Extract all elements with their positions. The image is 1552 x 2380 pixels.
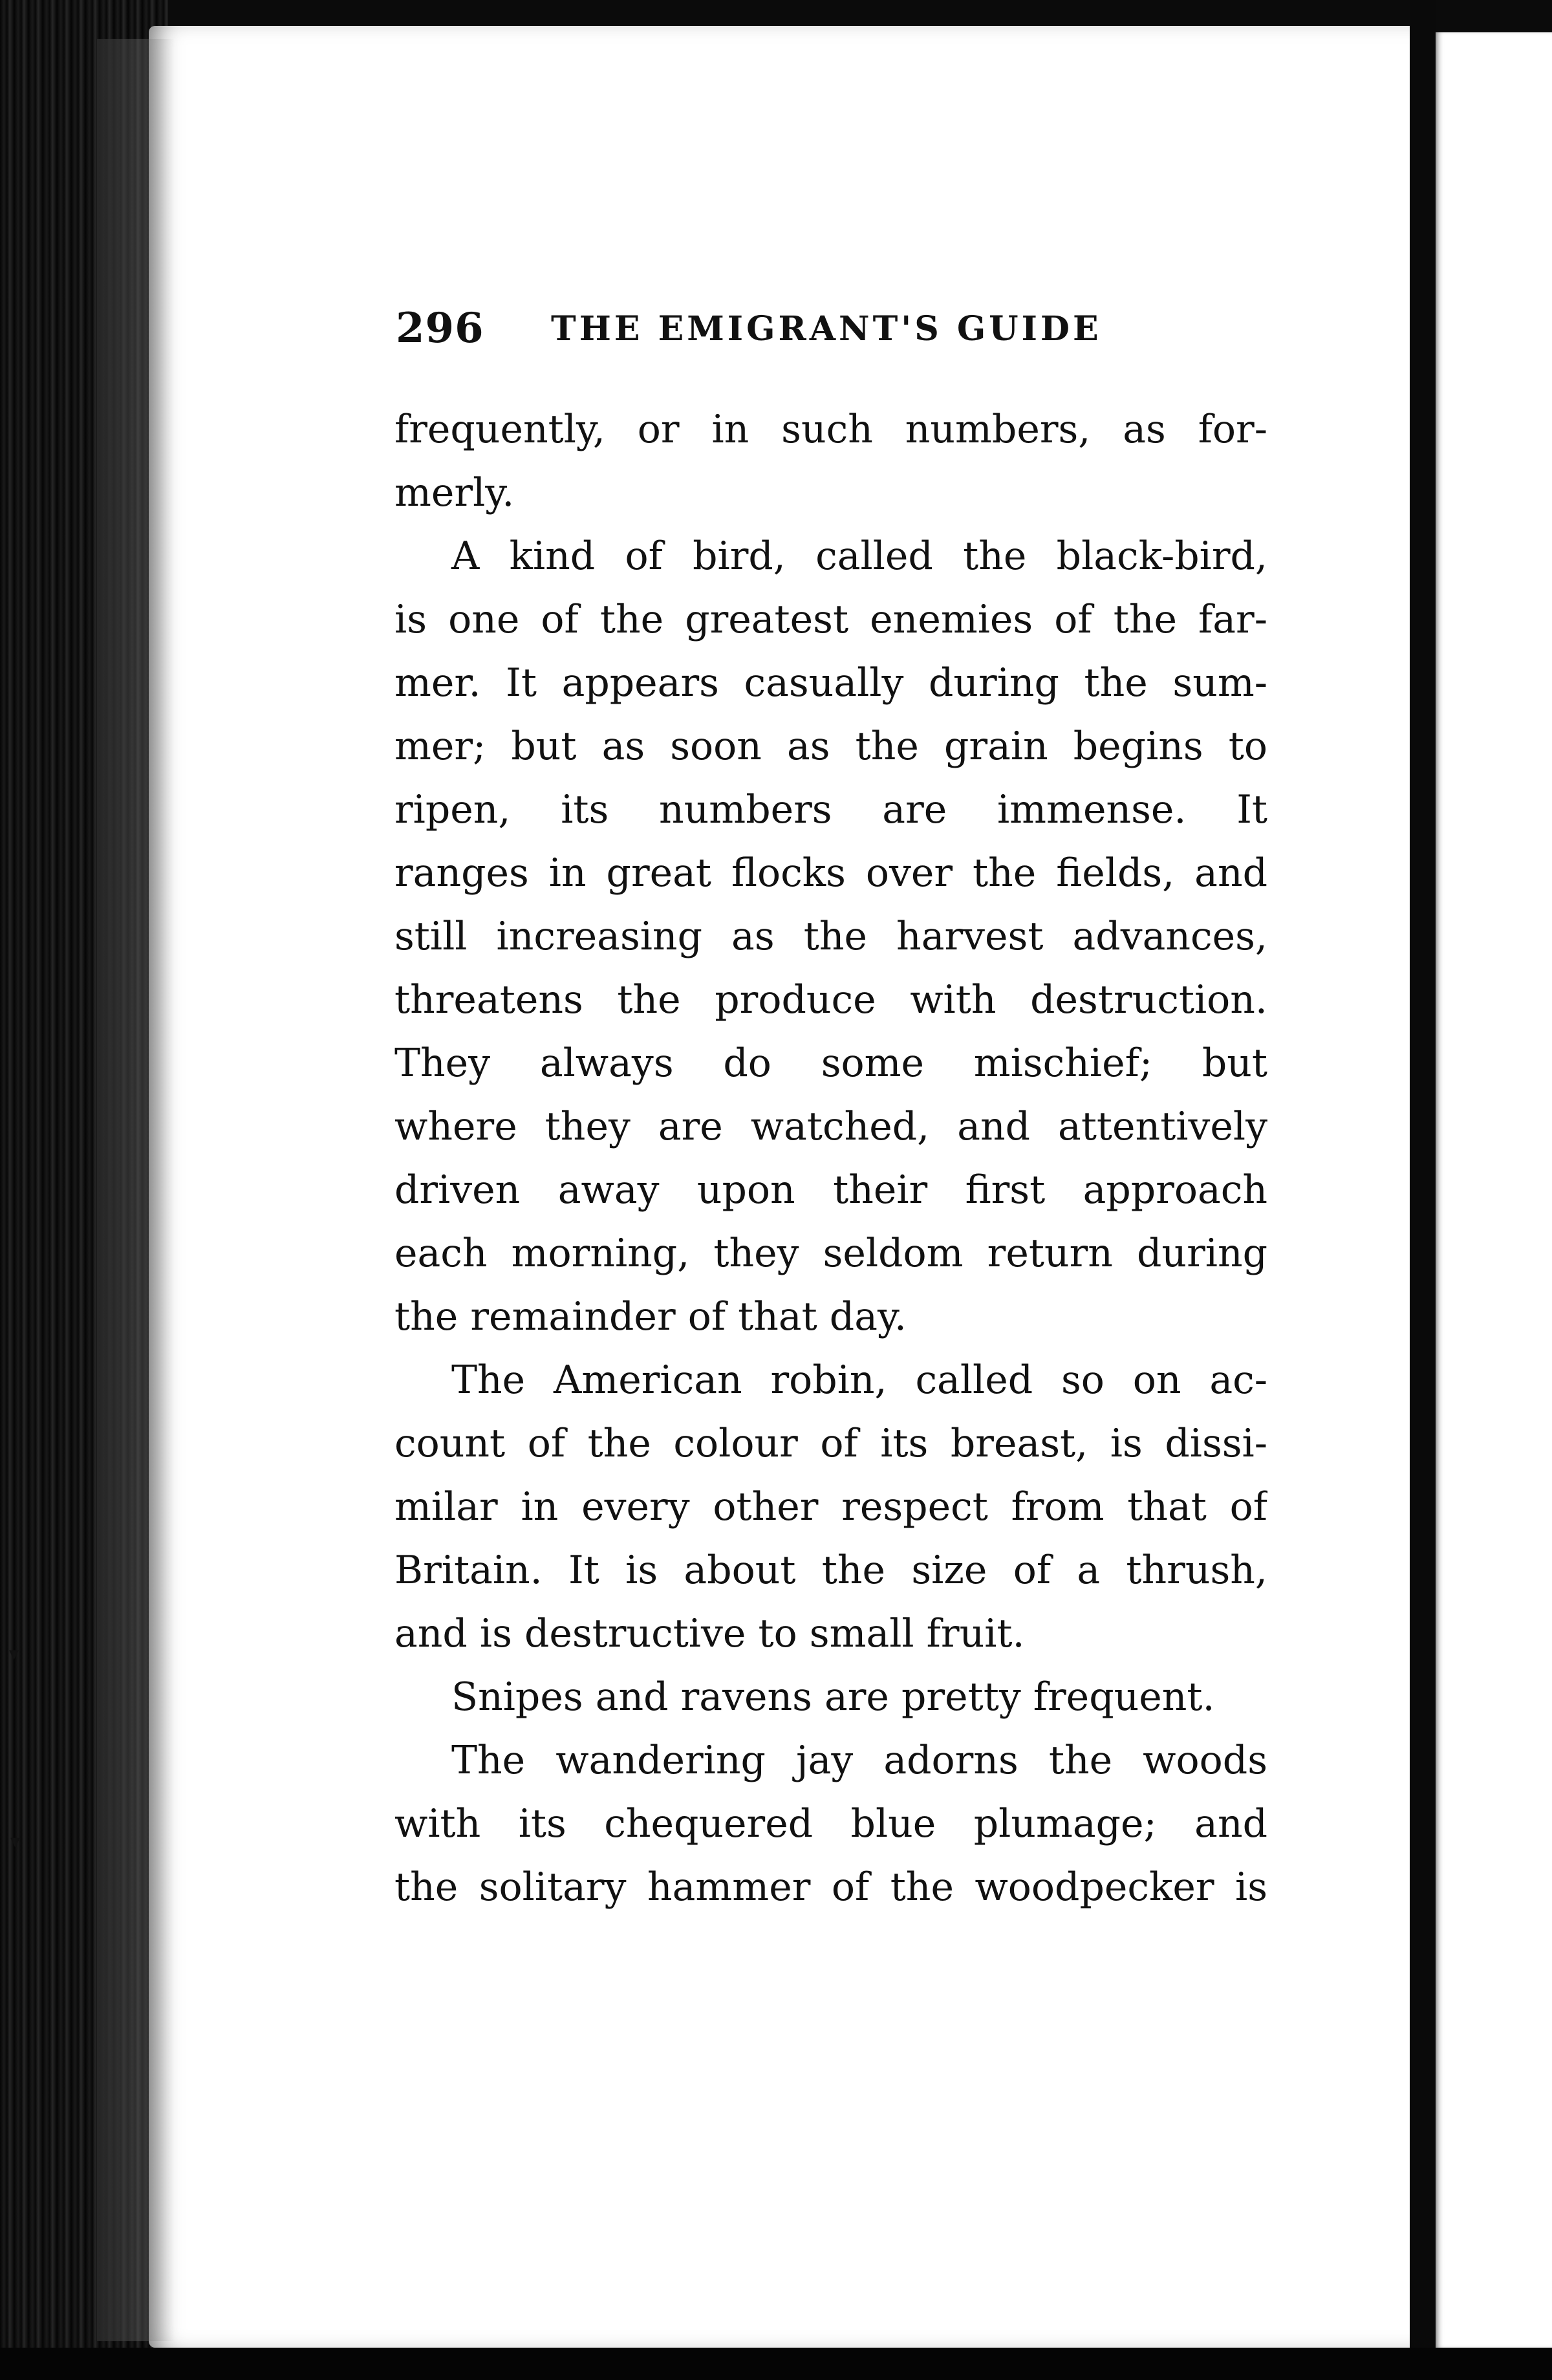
- text-line: threatens the produce with destruction.: [394, 977, 1267, 1022]
- scan-bottom-edge: [0, 2348, 1552, 2380]
- page-header: [396, 304, 1275, 362]
- text-line: the remainder of that day.: [394, 1294, 907, 1339]
- text-line: still increasing as the harvest advances,: [394, 914, 1267, 959]
- text-line: Britain. It is about the size of a thrush,: [394, 1548, 1267, 1593]
- text-line: A kind of bird, called the black-bird,: [451, 534, 1267, 579]
- text-line: milar in every other respect from that of: [394, 1484, 1267, 1530]
- text-line: where they are watched, and attentively: [394, 1104, 1267, 1149]
- text-line: driven away upon their first approach: [394, 1167, 1267, 1213]
- text-line: Snipes and ravens are pretty frequent.: [451, 1674, 1215, 1720]
- page-gutter-shadow: [97, 39, 175, 2341]
- page-divider: [1410, 0, 1436, 2380]
- text-line: The American robin, called so on ac-: [451, 1358, 1267, 1403]
- text-line: ranges in great flocks over the fields, and: [394, 850, 1267, 896]
- body-text: [394, 398, 1267, 1919]
- text-line: each morning, they seldom return during: [394, 1231, 1267, 1276]
- running-head: THE EMIGRANT'S GUIDE: [551, 309, 1102, 349]
- text-line: They always do some mischief; but: [394, 1041, 1267, 1086]
- text-line: is one of the greatest enemies of the far-: [394, 597, 1267, 642]
- text-line: ripen, its numbers are immense. It: [394, 787, 1267, 832]
- text-line: frequently, or in such numbers, as for-: [394, 407, 1267, 452]
- scan-speck: ▾: [10, 1830, 21, 1853]
- text-line: mer; but as soon as the grain begins to: [394, 724, 1267, 769]
- scan-speck: ▾: [9, 1643, 19, 1665]
- text-line: the solitary hammer of the woodpecker is: [394, 1865, 1267, 1910]
- page-number: 296: [396, 304, 484, 352]
- text-line: and is destructive to small fruit.: [394, 1611, 1025, 1656]
- text-line: merly.: [394, 470, 515, 515]
- text-line: The wandering jay adorns the woods: [451, 1738, 1267, 1783]
- facing-page-edge: [1436, 32, 1552, 2348]
- text-line: with its chequered blue plumage; and: [394, 1801, 1267, 1846]
- text-line: count of the colour of its breast, is dissi-: [394, 1421, 1267, 1466]
- text-line: mer. It appears casually during the sum-: [394, 660, 1267, 706]
